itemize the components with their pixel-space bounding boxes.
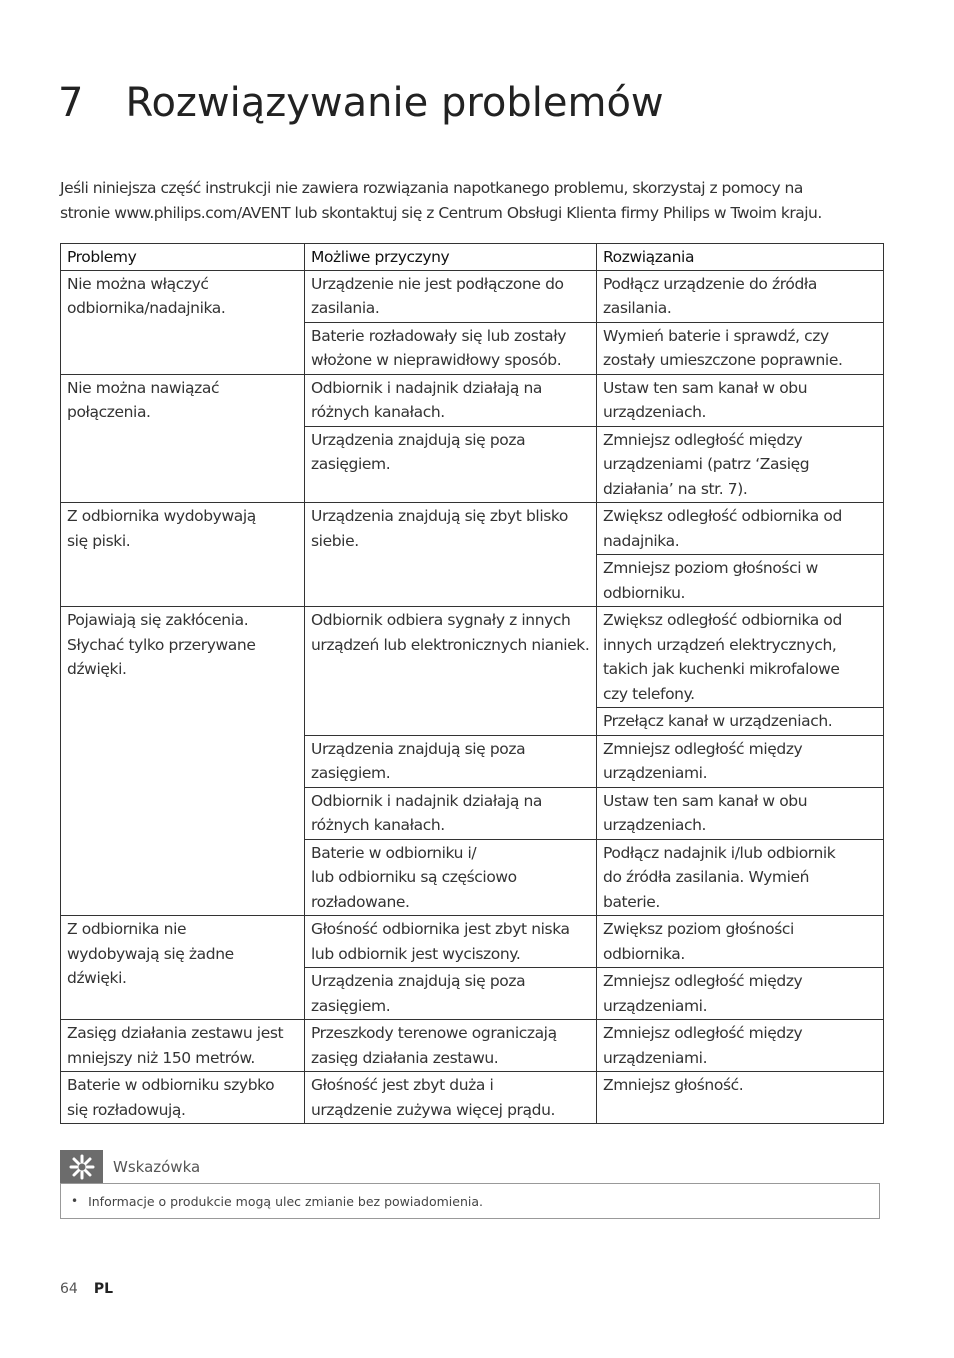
tip-body [60, 1183, 880, 1219]
solution-text: Podłącz nadajnik i/lub odbiornik do źródła zasilania. Wymień baterie. [603, 843, 836, 911]
solution-text: Ustaw ten sam kanał w obu urządzeniach. [603, 791, 808, 834]
problem-text: Baterie w odbiorniku szybko się rozładowują. [67, 1076, 275, 1119]
table-row [61, 503, 884, 555]
cause-cell [305, 374, 597, 426]
solution-cell [597, 374, 884, 426]
cause-text: Odbiornik odbiera sygnały z innych urządzeń lub elektronicznych nianiek. [311, 611, 590, 654]
solution-text: Zmniejsz poziom głośności w odbiorniku. [603, 559, 818, 602]
solution-text: Zmniejsz głośność. [603, 1076, 744, 1094]
cause-cell [305, 607, 597, 736]
cause-text: Odbiornik i nadajnik działają na różnych kanałach. [311, 378, 542, 421]
cause-text: Głośność jest zbyt duża i urządzenie zużywa więcej prądu. [311, 1076, 556, 1119]
problem-text: Nie można włączyć odbiornika/nadajnika. [67, 274, 226, 317]
solution-cell [597, 916, 884, 968]
cause-cell [305, 968, 597, 1020]
problem-text: Pojawiają się zakłócenia. Słychać tylko przerywane dźwięki. [67, 611, 256, 678]
header-solutions: Rozwiązania [597, 244, 884, 271]
tip-text: Informacje o produkcie mogą ulec zmianie bez powiadomienia. [88, 1193, 483, 1209]
solution-text: Zmniejsz odległość między urządzeniami (patrz ‘Zasięg działania’ na str. 7). [603, 430, 810, 498]
problem-cell [61, 1020, 305, 1072]
solution-cell [597, 426, 884, 503]
problem-cell [61, 916, 305, 1020]
problem-cell [61, 503, 305, 607]
solution-cell [597, 968, 884, 1020]
asterisk-icon-graphic [69, 1154, 95, 1180]
solution-cell [597, 708, 884, 736]
intro-line-1: Jeśli niniejsza część instrukcji nie zawiera rozwiązania napotkanego problemu, skorzystaj z pomocy na [60, 179, 803, 197]
table-header-row [61, 244, 884, 271]
cause-text: Urządzenia znajdują się poza zasięgiem. [311, 972, 526, 1015]
solution-text: Ustaw ten sam kanał w obu urządzeniach. [603, 378, 808, 421]
cause-cell [305, 1072, 597, 1124]
intro-line-2: stronie www.philips.com/AVENT lub skontaktuj się z Centrum Obsługi Klienta firmy Philips w Twoim kraju. [60, 204, 822, 222]
solution-cell [597, 503, 884, 555]
intro-paragraph [60, 176, 890, 226]
problem-cell [61, 1072, 305, 1124]
solution-text: Zwiększ poziom głośności odbiornika. [603, 920, 794, 963]
page-title [58, 80, 664, 126]
solution-text: Zmniejsz odległość między urządzeniami. [603, 1024, 803, 1067]
asterisk-icon [60, 1150, 103, 1183]
cause-text: Baterie rozładowały się lub zostały włożone w nieprawidłowy sposób. [311, 326, 567, 369]
tip-header [60, 1150, 882, 1183]
cause-cell [305, 735, 597, 787]
cause-cell [305, 426, 597, 503]
solution-cell [597, 1072, 884, 1124]
language-code: PL [93, 1281, 114, 1297]
tip-bullet: • [71, 1194, 79, 1208]
solution-text: Zmniejsz odległość między urządzeniami. [603, 739, 803, 782]
cause-text: Baterie w odbiorniku i/ lub odbiorniku są częściowo rozładowane. [311, 843, 517, 911]
problem-cell [61, 270, 305, 374]
solution-cell [597, 787, 884, 839]
page-footer [60, 1281, 113, 1297]
solution-cell [597, 839, 884, 916]
cause-cell [305, 503, 597, 607]
problem-text: Z odbiornika nie wydobywają się żadne dźwięki. [67, 920, 234, 987]
table-row [61, 1020, 884, 1072]
problem-text: Zasięg działania zestawu jest mniejszy niż 150 metrów. [67, 1024, 284, 1067]
cause-text: Głośność odbiornika jest zbyt niska lub odbiornik jest wyciszony. [311, 920, 570, 963]
solution-cell [597, 1020, 884, 1072]
header-problems: Problemy [61, 244, 305, 271]
cause-cell [305, 839, 597, 916]
solution-text: Zwiększ odległość odbiornika od innych urządzeń elektrycznych, takich jak kuchenki mikrofalowe czy telefony. [603, 611, 842, 703]
solution-text: Podłącz urządzenie do źródła zasilania. [603, 274, 817, 317]
cause-text: Urządzenia znajdują się zbyt blisko siebie. [311, 507, 569, 550]
solution-text: Zwiększ odległość odbiornika od nadajnika. [603, 507, 842, 550]
solution-cell [597, 607, 884, 708]
solution-cell [597, 322, 884, 374]
solution-cell [597, 555, 884, 607]
cause-cell [305, 916, 597, 968]
cause-text: Urządzenie nie jest podłączone do zasilania. [311, 274, 564, 317]
cause-text: Urządzenia znajdują się poza zasięgiem. [311, 739, 526, 782]
table-row [61, 270, 884, 322]
solution-text: Zmniejsz odległość między urządzeniami. [603, 972, 803, 1015]
table-row [61, 1072, 884, 1124]
problem-text: Z odbiornika wydobywają się piski. [67, 507, 256, 550]
tip-title: Wskazówka [113, 1157, 201, 1176]
table-row [61, 374, 884, 426]
problem-text: Nie można nawiązać połączenia. [67, 378, 220, 421]
solution-cell [597, 735, 884, 787]
header-causes: Możliwe przyczyny [305, 244, 597, 271]
cause-cell [305, 322, 597, 374]
cause-cell [305, 787, 597, 839]
solution-cell [597, 270, 884, 322]
solution-text: Przełącz kanał w urządzeniach. [603, 712, 833, 730]
chapter-number: 7 [58, 80, 84, 126]
page-number: 64 [60, 1281, 78, 1297]
cause-text: Odbiornik i nadajnik działają na różnych kanałach. [311, 791, 542, 834]
cause-cell [305, 270, 597, 322]
table-row [61, 607, 884, 708]
troubleshooting-table [60, 243, 884, 1124]
table-row [61, 916, 884, 968]
solution-text: Wymień baterie i sprawdź, czy zostały umieszczone poprawnie. [603, 326, 843, 369]
cause-cell [305, 1020, 597, 1072]
problem-cell [61, 374, 305, 503]
problem-cell [61, 607, 305, 916]
cause-text: Przeszkody terenowe ograniczają zasięg działania zestawu. [311, 1024, 557, 1067]
cause-text: Urządzenia znajdują się poza zasięgiem. [311, 430, 526, 473]
chapter-title: Rozwiązywanie problemów [125, 80, 664, 126]
